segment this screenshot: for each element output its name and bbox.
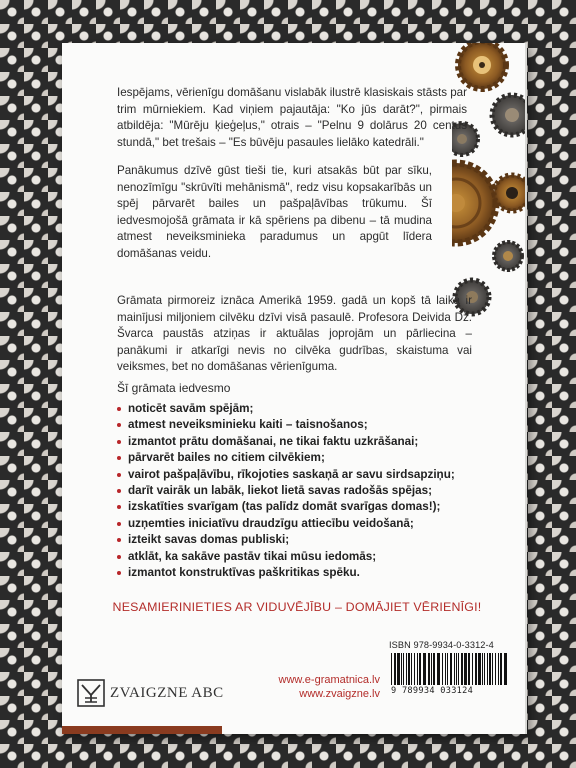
isbn-text: ISBN 978-9934-0-3312-4 <box>389 640 494 650</box>
barcode-digits: 9 789934 033124 <box>391 686 474 696</box>
list-item: izmantot konstruktīvas paškritikas spēku. <box>117 565 497 581</box>
list-item: vairot pašpaļāvību, rīkojoties saskaņā ar savu sirdsapziņu; <box>117 467 497 483</box>
publisher-name: ZVAIGZNE ABC <box>110 684 224 701</box>
list-item: uzņemties iniciatīvu draudzīgu attiecību veidošanā; <box>117 516 497 532</box>
barcode-bar <box>498 653 499 685</box>
list-item: darīt vairāk un labāk, liekot lietā savas radošās spējas; <box>117 483 497 499</box>
website-link[interactable]: www.zvaigzne.lv <box>299 687 380 700</box>
barcode-bar <box>419 653 421 685</box>
success-paragraph: Panākumus dzīvē gūst tieši tie, kuri atsakās būt par sīku, nenozīmīgu "skrūvīti mehānismā", redz visu kopsakarībās un spēj pārvarēt bailes un pašpaļāvības trūkumu. Šī iedvesmojošā grāmata ir kā spēriens pa dibenu – tā mudina atmest neveiksminieka paradumus un apgūt līdera domāšanas veidu. <box>117 164 432 260</box>
gear-icon <box>494 175 525 211</box>
barcode-bar <box>504 653 507 685</box>
gear-icon <box>494 242 522 270</box>
barcode-bar <box>458 653 459 685</box>
barcode-bar <box>461 653 463 685</box>
barcode-bar <box>464 653 467 685</box>
barcode-bar <box>442 653 443 685</box>
barcode-bar <box>475 653 477 685</box>
barcode-bar <box>433 653 435 685</box>
barcode-bar <box>431 653 432 685</box>
barcode-bar <box>394 653 396 685</box>
barcode <box>389 653 507 685</box>
barcode-bar <box>423 653 426 685</box>
barcode-bar <box>414 653 415 685</box>
list-item: noticēt savām spējām; <box>117 401 497 417</box>
gear-icon <box>452 163 496 243</box>
barcode-bar <box>447 653 448 685</box>
list-item: atklāt, ka sakāve pastāv tikai mūsu iedomās; <box>117 549 497 565</box>
barcode-bar <box>489 653 491 685</box>
list-item: izteikt savas domas publiski; <box>117 532 497 548</box>
barcode-bar <box>454 653 455 685</box>
barcode-bar <box>450 653 452 685</box>
barcode-bar <box>437 653 440 685</box>
barcode-bar <box>411 653 412 685</box>
barcode-bar <box>492 653 493 685</box>
barcode-bar <box>408 653 410 685</box>
barcode-bar <box>484 653 485 685</box>
list-item: pārvarēt bailes no citiem cilvēkiem; <box>117 450 497 466</box>
isbn-barcode-block <box>389 640 509 696</box>
history-paragraph: Grāmata pirmoreiz iznāca Amerikā 1959. gadā un kopš tā laika ir mainījusi miljoniem cilvēku dzīvi visā pasaulē. Profesora Deivida Dž. Švarca paustās atziņas ir aktuālas joprojām un pārliecina – panākumi ir atkarīgi nevis no cilvēka gudrības, skaistuma vai veiksmes, bet no domāšanas vērienīguma. <box>117 294 472 373</box>
book-back-cover <box>62 43 527 734</box>
barcode-bar <box>391 653 392 685</box>
publisher-logo-icon <box>77 679 105 707</box>
barcode-bar <box>495 653 496 685</box>
brand-color-bar <box>62 726 222 734</box>
gear-icon <box>492 95 525 135</box>
slogan: NESAMIERINIETIES AR VIDUVĒJĪBU – DOMĀJIET VĒRIENĪGI! <box>112 600 482 614</box>
barcode-bar <box>403 653 404 685</box>
barcode-bar <box>500 653 502 685</box>
barcode-bar <box>487 653 488 685</box>
inspires-heading: Šī grāmata iedvesmo <box>117 381 231 395</box>
barcode-bar <box>428 653 430 685</box>
website-link[interactable]: www.e-gramatnica.lv <box>278 674 380 686</box>
publisher-logo <box>77 679 224 707</box>
barcode-bar <box>401 653 402 685</box>
list-item: atmest neveiksminieku kaiti – taisnošanos; <box>117 417 497 433</box>
barcode-bar <box>478 653 481 685</box>
list-item: izmantot prātu domāšanai, ne tikai faktu uzkrāšanai; <box>117 434 497 450</box>
barcode-bar <box>468 653 470 685</box>
website-links <box>240 674 380 701</box>
intro-paragraph: Iespējams, vērienīgu domāšanu vislabāk ilustrē klasiskais stāsts par trim mūrniekiem. Kad viņiem pajautāja: "Ko jūs darāt?", pirmais atbildēja: "Mūrēju ķieģeļus," otrais – "Pelnu 9 dolārus 20 centus stundā," bet trešais – "Es būvēju pasaules lielāko katedrāli." <box>117 86 467 149</box>
barcode-bar <box>456 653 457 685</box>
barcode-bar <box>445 653 446 685</box>
list-item: izskatīties svarīgam (tas palīdz domāt svarīgas domas!); <box>117 499 497 515</box>
inspiration-list <box>117 401 497 581</box>
gear-icon <box>458 43 506 89</box>
barcode-bar <box>482 653 483 685</box>
barcode-bar <box>406 653 407 685</box>
barcode-bar <box>397 653 400 685</box>
barcode-bar <box>472 653 473 685</box>
barcode-bar <box>417 653 418 685</box>
